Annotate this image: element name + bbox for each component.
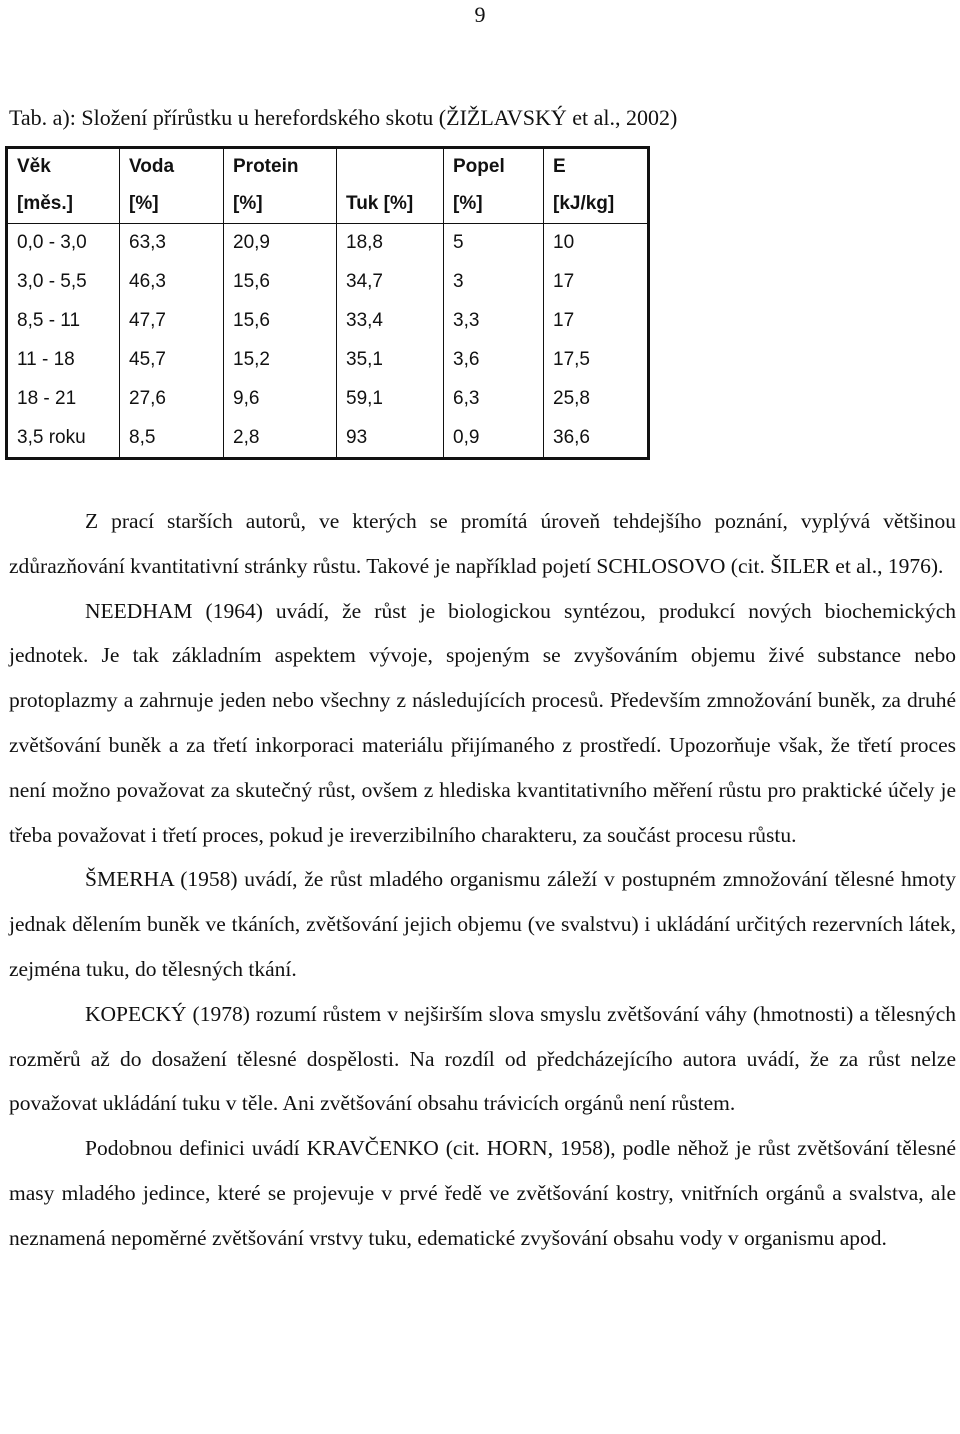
- table-cell: 17,5: [544, 340, 649, 379]
- table-cell: 47,7: [120, 302, 224, 341]
- table-row: [7, 379, 649, 418]
- table-cell: 36,6: [544, 418, 649, 458]
- body-text: [9, 499, 956, 1261]
- table-cell: 63,3: [120, 224, 224, 263]
- table-header-row: [7, 148, 649, 186]
- table-row: [7, 340, 649, 379]
- table-cell: 17: [544, 302, 649, 341]
- table-cell: 6,3: [444, 379, 544, 418]
- header-cell: [měs.]: [7, 185, 120, 224]
- table-cell: 93: [337, 418, 444, 458]
- table-cell: 3,6: [444, 340, 544, 379]
- table-cell: 11 - 18: [7, 340, 120, 379]
- table-caption: Tab. a): Složení přírůstku u herefordského skotu (ŽIŽLAVSKÝ et al., 2002): [9, 105, 678, 130]
- header-cell: [%]: [120, 185, 224, 224]
- table-cell: 8,5: [120, 418, 224, 458]
- table-cell: 0,9: [444, 418, 544, 458]
- header-cell: Voda: [120, 148, 224, 186]
- table-cell: 9,6: [224, 379, 337, 418]
- header-cell: [%]: [224, 185, 337, 224]
- table-row: [7, 418, 649, 458]
- table-cell: 3,5 roku: [7, 418, 120, 458]
- table-cell: 15,6: [224, 302, 337, 341]
- header-cell: Věk: [7, 148, 120, 186]
- table-cell: 25,8: [544, 379, 649, 418]
- table-row: [7, 224, 649, 263]
- paragraph: KOPECKÝ (1978) rozumí růstem v nejširším slova smyslu zvětšování váhy (hmotnosti) a tělesných rozměrů až do dosažení tělesné dospělosti. Na rozdíl od předcházejícího autora uvádí, že za růst nelze považovat ukládání tuku v těle. Ani zvětšování obsahu trávicích orgánů není růstem.: [9, 1001, 956, 1116]
- table-cell: 3,3: [444, 302, 544, 341]
- table-cell: 8,5 - 11: [7, 302, 120, 341]
- table-cell: 18,8: [337, 224, 444, 263]
- table-cell: 27,6: [120, 379, 224, 418]
- table-cell: 45,7: [120, 340, 224, 379]
- header-cell: [%]: [444, 185, 544, 224]
- table-cell: 18 - 21: [7, 379, 120, 418]
- table-cell: 15,6: [224, 263, 337, 302]
- page-number: 9: [474, 2, 486, 27]
- table-cell: 10: [544, 224, 649, 263]
- table-cell: 46,3: [120, 263, 224, 302]
- table-cell: 17: [544, 263, 649, 302]
- table-cell: 3: [444, 263, 544, 302]
- paragraph: Z prací starších autorů, ve kterých se promítá úroveň tehdejšího poznání, vyplývá většinou zdůrazňování kvantitativní stránky růstu. Takové je například pojetí SCHLOSOVO (cit. ŠILER et al., 1976).: [9, 509, 956, 578]
- table-cell: 5: [444, 224, 544, 263]
- table-cell: 35,1: [337, 340, 444, 379]
- table-row: [7, 263, 649, 302]
- table-cell: 15,2: [224, 340, 337, 379]
- table-cell: 33,4: [337, 302, 444, 341]
- paragraph: ŠMERHA (1958) uvádí, že růst mladého organismu záleží v postupném zmnožování tělesné hmoty jednak dělením buněk ve tkáních, zvětšování jejich objemu (ve svalstvu) i ukládání určitých rezervních látek, zejména tuku, do tělesných tkání.: [9, 867, 956, 981]
- table-cell: 3,0 - 5,5: [7, 263, 120, 302]
- header-cell: E: [544, 148, 649, 186]
- header-cell: [kJ/kg]: [544, 185, 649, 224]
- header-cell: [337, 148, 444, 186]
- table-cell: 2,8: [224, 418, 337, 458]
- header-cell: Tuk [%]: [337, 185, 444, 224]
- header-cell: Popel: [444, 148, 544, 186]
- table-cell: 59,1: [337, 379, 444, 418]
- table-row: [7, 302, 649, 341]
- table-cell: 0,0 - 3,0: [7, 224, 120, 263]
- header-cell: Protein: [224, 148, 337, 186]
- table-cell: 34,7: [337, 263, 444, 302]
- paragraph: Podobnou definici uvádí KRAVČENKO (cit. HORN, 1958), podle něhož je růst zvětšování tělesné masy mladého jedince, které se projevuje v prvé ředě ve zvětšování kostry, vnitřních orgánů a svalstva, ale neznamená nepoměrné zvětšování vrstvy tuku, edematické zvyšování obsahu vody v organismu apod.: [9, 1136, 956, 1250]
- table-cell: 20,9: [224, 224, 337, 263]
- growth-composition-table: [5, 146, 650, 460]
- table-header-row: [7, 185, 649, 224]
- paragraph: NEEDHAM (1964) uvádí, že růst je biologickou syntézou, produkcí nových biochemických jednotek. Je tak základním aspektem vývoje, spojeným se zvyšováním objemu živé substance nebo protoplazmy a zahrnuje jeden nebo všechny z následujících procesů. Především zmnožování buněk, za druhé zvětšování buněk a za třetí inkorporaci materiálu přijímaného z prostředí. Upozorňuje však, že třetí proces není možno považovat za skutečný růst, ovšem z hlediska kvantitativního měření růstu pro praktické účely je třeba považovat i třetí proces, pokud je ireverzibilního charakteru, za součást procesu růstu.: [9, 598, 956, 847]
